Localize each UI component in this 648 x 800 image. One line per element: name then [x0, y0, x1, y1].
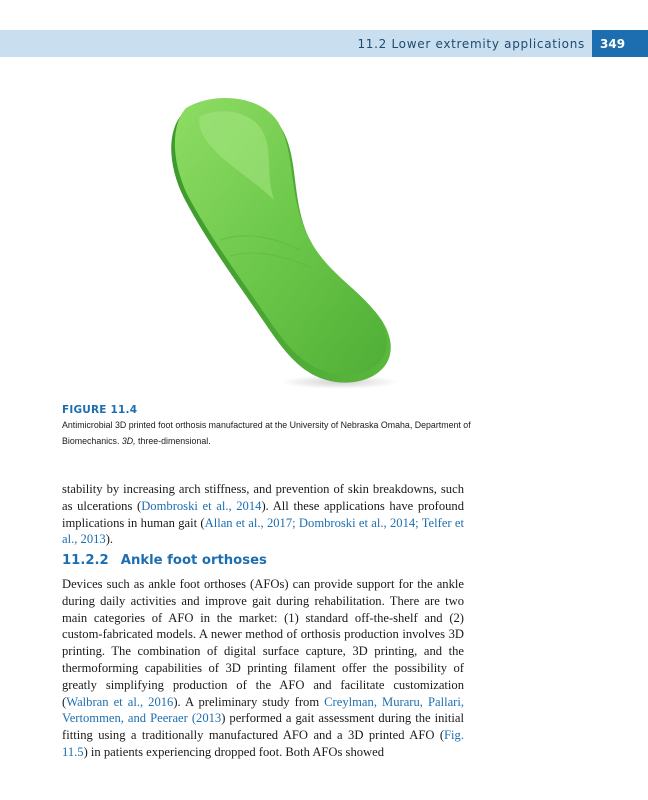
- para1-text-c: ).: [105, 532, 114, 547]
- para2-text-a: Devices such as ankle foot orthoses (AFOs) can provide support for the ankle during daily activities and improve gait during rehabilitation. There are two main categories of AFO in the market: (1) standard off-the-shelf and (2) custom-fabricated models. A newer method of orthosis production involves 3D printing. The combination of digital surface capture, 3D printing, and the thermoforming capabilities of 3D printing filament offer the possibility of greatly simplifying production of the AFO and facilitate customization (: [62, 577, 464, 709]
- para2-text-d: ) in patients experiencing dropped foot. Both AFOs showed: [83, 744, 385, 759]
- caption-abbreviation: 3D,: [121, 436, 136, 447]
- figure-link-11-5[interactable]: Fig. 11.5: [62, 728, 464, 759]
- caption-main: Antimicrobial 3D printed foot orthosis manufactured at the University of Nebraska Omaha, Department of Biomechanics.: [62, 420, 471, 447]
- figure-label: FIGURE 11.4: [62, 404, 138, 416]
- citation-dombroski-2014[interactable]: Dombroski et al., 2014: [141, 498, 262, 513]
- figure-image-insole: [150, 90, 430, 390]
- para1-text-b: ). All these applications have profound implications in human gait (: [62, 498, 465, 530]
- para2-text-c: ) performed a gait assessment during the initial fitting using a traditionally manufactured AFO and a 3D printed AFO (: [62, 711, 464, 743]
- page-number: 349: [600, 37, 626, 51]
- para1-text-a: stability by increasing arch stiffness, and prevention of skin breakdowns, such as ulcerations (: [62, 482, 464, 513]
- body-paragraph-2: [62, 576, 464, 761]
- citation-creylman-2013[interactable]: Creylman, Muraru, Pallari, Vertommen, and Peeraer (2013: [62, 694, 464, 726]
- figure-caption: [62, 418, 476, 450]
- section-title: Ankle foot orthoses: [120, 553, 267, 568]
- citation-walbran-2016[interactable]: Walbran et al., 2016: [66, 694, 174, 709]
- section-heading: [62, 553, 267, 568]
- para2-text-b: ). A preliminary study from: [173, 694, 325, 709]
- running-header-title: 11.2 Lower extremity applications: [357, 37, 585, 51]
- section-number: 11.2.2: [62, 553, 109, 568]
- body-paragraph-1: [62, 481, 464, 548]
- caption-tail: three-dimensional.: [135, 436, 211, 447]
- citation-allan-dombroski-telfer[interactable]: Allan et al., 2017; Dombroski et al., 2014; Telfer et al., 2013: [62, 515, 464, 547]
